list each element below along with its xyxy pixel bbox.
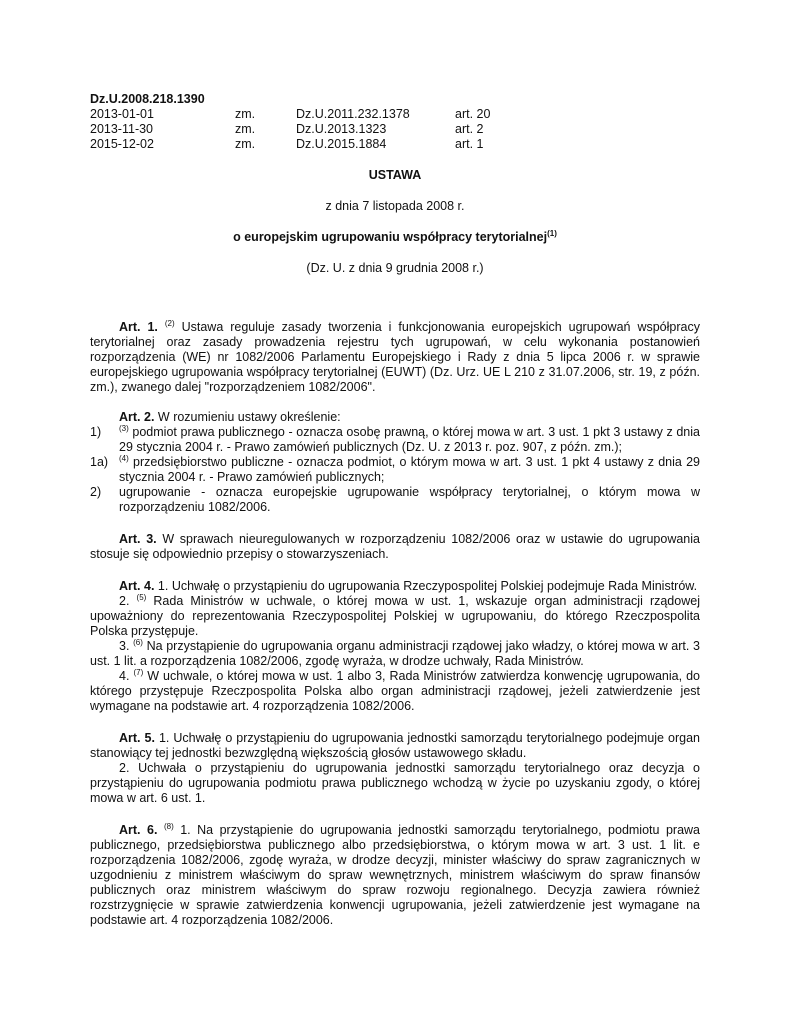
amendment-article: art. 20 xyxy=(455,107,491,121)
publication-line: (Dz. U. z dnia 9 grudnia 2008 r.) xyxy=(306,261,484,275)
item-text: przedsiębiorstwo publiczne - oznacza podmiot, o którym mowa w art. 3 ust. 1 pkt 4 ustawy z dnia 29 stycznia 2004 r. - Prawo zamówień publicznych; xyxy=(119,455,700,484)
article-text: Ustawa reguluje zasady tworzenia i funkcjonowania europejskich ugrupowań współpracy terytorialnej oraz zasady prowadzenia rejestru tych ugrupowań, w celu wykonania postanowień rozporządzenia (WE) nr 1082/2006 Parlamentu Europejskiego i Rady z dnia 5 lipca 2006 r. w sprawie europejskiego ugrupowania współpracy terytorialnej (EUWT) (Dz. Urz. UE L 210 z 31.07.2006, str. 19, z późn. zm.), zwanego dalej "rozporządzeniem 1082/2006". xyxy=(90,320,700,394)
article-2 xyxy=(90,410,700,515)
footnote-ref: (5) xyxy=(136,592,147,602)
amendment-journal: Dz.U.2013.1323 xyxy=(296,122,387,136)
amendment-article: art. 1 xyxy=(455,137,484,151)
amendment-journal: Dz.U.2011.232.1378 xyxy=(296,107,410,121)
amendment-date: 2013-01-01 xyxy=(90,107,154,121)
item-text: podmiot prawa publicznego - oznacza osobę prawną, o której mowa w art. 3 ust. 1 pkt 3 ustawy z dnia 29 stycznia 2004 r. - Prawo zamówień publicznych (Dz. U. z 2013 r. poz. 907, z późn. zm.); xyxy=(119,425,700,454)
article-label: Art. 3. xyxy=(119,532,157,546)
amendment-kind: zm. xyxy=(235,137,256,151)
document-subject xyxy=(90,230,700,245)
paragraph-text: 2. Uchwała o przystąpieniu do ugrupowania jednostki samorządu terytorialnego oraz decyzja o przystąpieniu do ugrupowania podmiotu prawa publicznego wchodzą w życie po uzyskaniu zgody, o której mowa w art. 6 ust. 1. xyxy=(90,761,700,805)
footnote-ref: (3) xyxy=(119,423,129,433)
article-label: Art. 1. xyxy=(119,320,158,334)
amendments-table xyxy=(90,107,490,152)
definition-item xyxy=(90,423,700,455)
article-5 xyxy=(90,731,700,806)
article-6 xyxy=(90,823,700,928)
article-label: Art. 4. xyxy=(119,579,155,593)
footnote-ref: (7) xyxy=(133,667,144,677)
article-text: W sprawach nieuregulowanych w rozporządzeniu 1082/2006 oraz w ustawie do ugrupowania stosuje się odpowiednio przepisy o stowarzyszeniach. xyxy=(90,532,700,561)
paragraph-text: 1. Uchwałę o przystąpieniu do ugrupowania jednostki samorządu terytorialnego podejmuje organ stanowiący tej jednostki bezwzględną większością głosów ustawowego składu. xyxy=(90,731,700,760)
amendment-row xyxy=(90,122,490,137)
article-text: 1. Na przystąpienie do ugrupowania jednostki samorządu terytorialnego, podmiotu prawa publicznego, przedsiębiorstwa publicznego albo przedsiębiorstwa, o którym mowa w art. 3 ust. 1 lit. e rozporządzenia 1082/2006, zgodę wyraża, w drodze decyzji, minister właściwy do spraw zagranicznych w uzgodnieniu z ministrem właściwym do spraw wewnętrznych, ministrem właściwym do spraw finansów publicznych oraz ministrem właściwym do spraw rozwoju regionalnego. Decyzja zawiera również rozstrzygnięcie w sprawie zatwierdzenia konwencji ugrupowania, jeżeli zatwierdzenie jest wymagane na podstawie art. 4 rozporządzenia 1082/2006. xyxy=(90,823,700,927)
amendment-date: 2015-12-02 xyxy=(90,137,154,151)
document-date: z dnia 7 listopada 2008 r. xyxy=(325,199,465,213)
article-label: Art. 2. xyxy=(119,410,155,424)
footnote-ref: (4) xyxy=(119,453,129,463)
amendment-kind: zm. xyxy=(235,107,256,121)
paragraph-number: 2. xyxy=(119,594,130,608)
article-3 xyxy=(90,532,700,562)
amendment-journal: Dz.U.2015.1884 xyxy=(296,137,387,151)
item-number: 1a) xyxy=(90,455,109,469)
document-page xyxy=(90,92,700,928)
footnote-ref: (2) xyxy=(164,318,175,328)
amendment-row xyxy=(90,137,490,152)
paragraph-text: W uchwale, o której mowa w ust. 1 albo 3, Rada Ministrów zatwierdza konwencję ugrupowania, do którego przystępuje Rzeczpospolita Polska albo organ administracji rządowej, jeżeli zatwierdzenie jest wymagane na podstawie art. 4 rozporządzenia 1082/2006. xyxy=(90,669,700,713)
subject-text: o europejskim ugrupowaniu współpracy terytorialnej xyxy=(233,230,548,244)
document-title: USTAWA xyxy=(368,168,422,182)
item-number: 2) xyxy=(90,485,102,499)
amendment-article: art. 2 xyxy=(455,122,484,136)
amendment-kind: zm. xyxy=(235,122,256,136)
definition-item xyxy=(90,453,700,485)
article-intro: W rozumieniu ustawy określenie: xyxy=(157,410,341,424)
article-4 xyxy=(90,579,700,714)
article-label: Art. 5. xyxy=(119,731,155,745)
article-label: Art. 6. xyxy=(119,823,158,837)
definition-item xyxy=(90,485,700,515)
footnote-ref: (8) xyxy=(163,821,174,831)
paragraph-text: 1. Uchwałę o przystąpieniu do ugrupowania Rzeczypospolitej Polskiej podejmuje Rada Ministrów. xyxy=(157,579,698,593)
item-number: 1) xyxy=(90,425,102,439)
footnote-ref: (6) xyxy=(133,637,143,647)
footnote-ref: (1) xyxy=(547,228,557,238)
paragraph-text: Rada Ministrów w uchwale, o której mowa w ust. 1, wskazuje organ administracji rządowej upoważniony do reprezentowania Rzeczypospolitej Polskiej w ugrupowaniu, do którego Rzeczpospolita Polska przystępuje. xyxy=(90,594,700,638)
item-text: ugrupowanie - oznacza europejskie ugrupowanie współpracy terytorialnej, o którym mowa w rozporządzeniu 1082/2006. xyxy=(119,485,700,514)
paragraph-number: 4. xyxy=(119,669,130,683)
amendment-row xyxy=(90,107,490,122)
paragraph-text: Na przystąpienie do ugrupowania organu administracji rządowej jako władzy, o której mowa w art. 3 ust. 1 lit. a rozporządzenia 1082/2006, zgodę wyraża, w drodze uchwały, Rada Ministrów. xyxy=(90,639,700,668)
article-1 xyxy=(90,320,700,395)
paragraph-number: 3. xyxy=(119,639,130,653)
amendment-date: 2013-11-30 xyxy=(90,122,154,136)
journal-reference: Dz.U.2008.218.1390 xyxy=(90,92,205,106)
